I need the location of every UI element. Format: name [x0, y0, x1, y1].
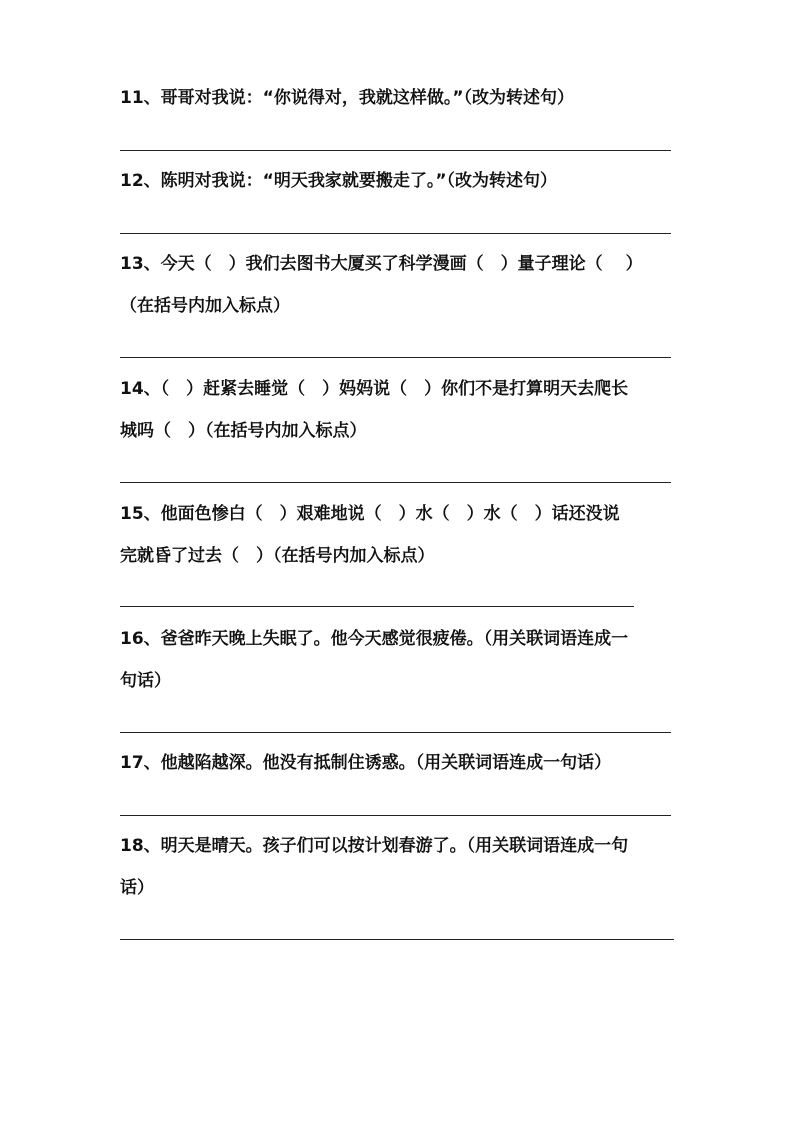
answer-line-11[interactable]	[120, 150, 671, 151]
question-18-line-1: 18、明天是晴天。孩子们可以按计划春游了。（用关联词语连成一句	[120, 836, 629, 856]
answer-line-13[interactable]	[120, 357, 671, 358]
question-14-line-1: 14、（ ）赶紧去睡觉（ ）妈妈说（ ）你们不是打算明天去爬长	[120, 379, 629, 399]
question-16-line-1: 16、爸爸昨天晚上失眠了。他今天感觉很疲倦。（用关联词语连成一	[120, 629, 629, 649]
question-12-line-1: 12、陈明对我说：“明天我家就要搬走了。”（改为转述句）	[120, 171, 558, 191]
question-17-line-1: 17、他越陷越深。他没有抵制住诱惑。（用关联词语连成一句话）	[120, 753, 612, 773]
answer-line-14[interactable]	[120, 482, 671, 483]
question-11-line-1: 11、哥哥对我说：“你说得对，我就这样做。”（改为转述句）	[120, 88, 575, 108]
question-13-line-2: （在括号内加入标点）	[120, 296, 290, 316]
question-15-line-2: 完就昏了过去（ ）（在括号内加入标点）	[120, 546, 435, 566]
answer-line-16[interactable]	[120, 732, 671, 733]
question-13-line-1: 13、今天（ ）我们去图书大厦买了科学漫画（ ）量子理论（ ）	[120, 254, 643, 274]
answer-line-15[interactable]	[120, 606, 634, 607]
question-18-line-2: 话）	[120, 878, 154, 898]
question-16-line-2: 句话）	[120, 671, 171, 691]
answer-line-12[interactable]	[120, 233, 671, 234]
question-15-line-1: 15、他面色惨白（ ）艰难地说（ ）水（ ）水（ ）话还没说	[120, 504, 620, 524]
answer-line-18[interactable]	[120, 939, 674, 940]
answer-line-17[interactable]	[120, 815, 671, 816]
question-14-line-2: 城吗（ ）（在括号内加入标点）	[120, 421, 367, 441]
